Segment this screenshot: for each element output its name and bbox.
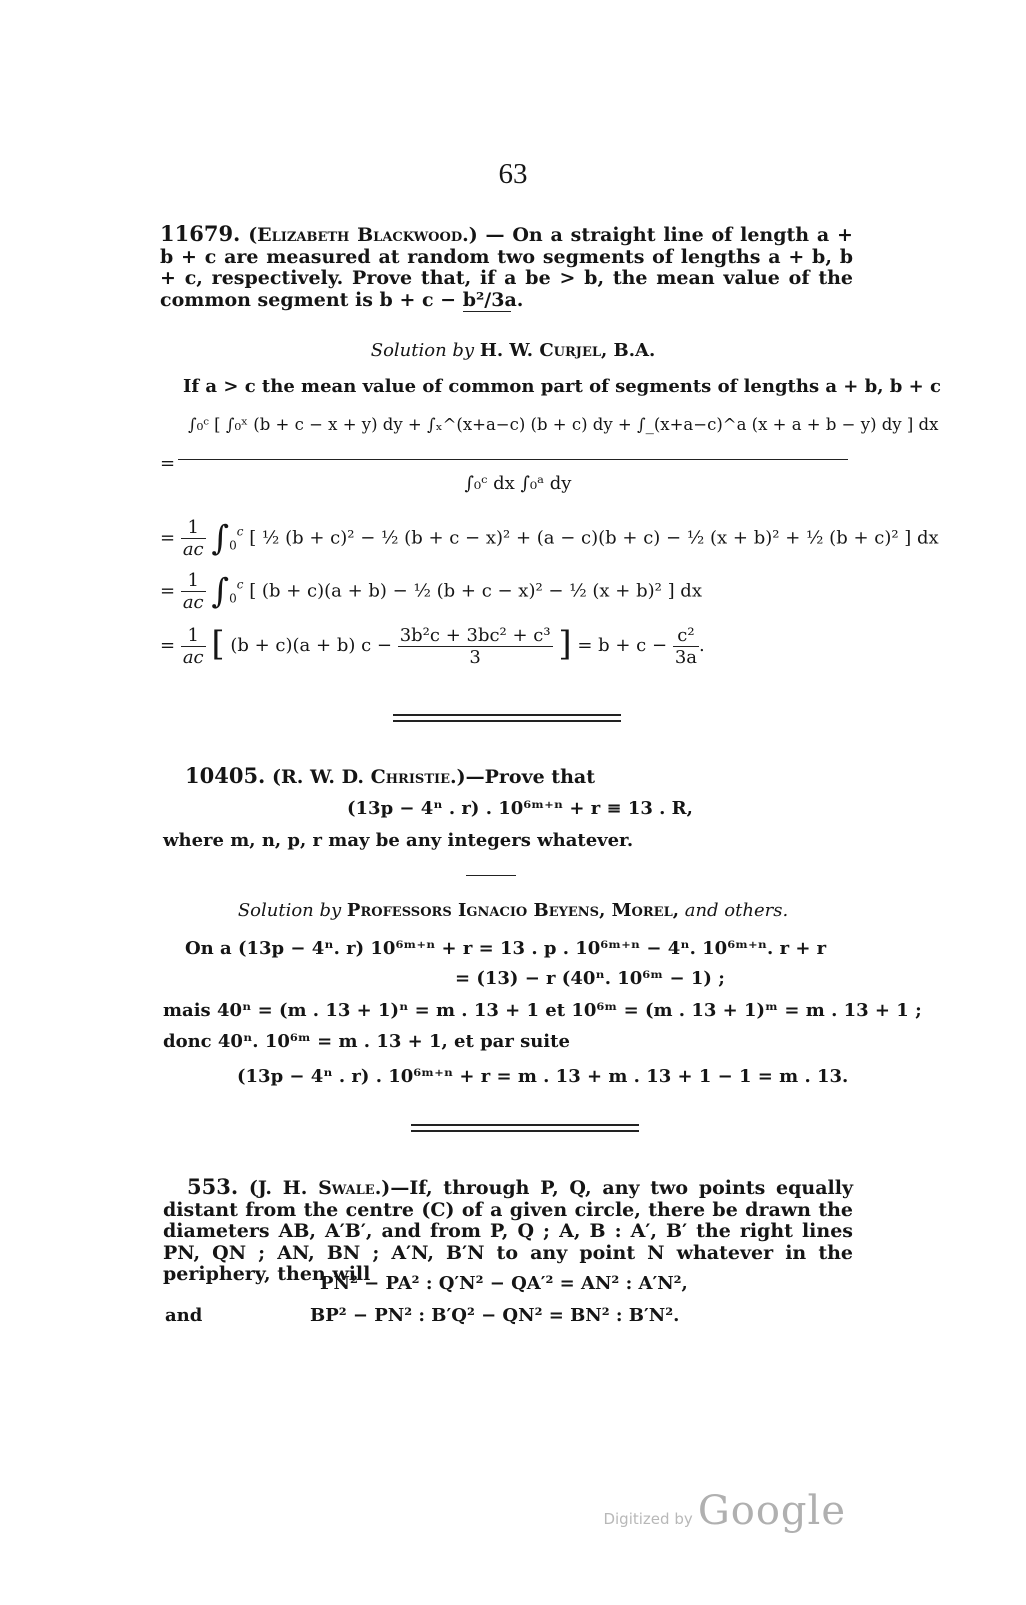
problem-prompt: —Prove that [465, 766, 595, 788]
problem-553 [163, 1176, 853, 1286]
solution-by-label: Solution by [370, 340, 475, 361]
page-number: 63 [498, 158, 528, 190]
equation-step-2: = $\frac{1}{ac}$ $\int_0^c$ [ ½ (b + c)² − ½ (b + c − x)² + (a − c)(b + c) − ½ (x + b)² + ½ (b + c)² ] dx [160, 517, 939, 560]
equation-step-2-body: [ ½ (b + c)² − ½ (b + c − x)² + (a − c)(b + c) − ½ (x + b)² + ½ (b + c)² ] dx [249, 527, 939, 549]
digitized-by-text: Digitized by [603, 1510, 693, 1528]
solution-line-5: (13p − 4ⁿ . r) . 10⁶ᵐ⁺ⁿ + r = m . 13 + m . 13 + 1 − 1 = m . 13. [237, 1066, 849, 1087]
problem-number: 11679. [160, 221, 241, 246]
problem-where: where m, n, p, r may be any integers whatever. [163, 830, 634, 851]
equation-step-3: = $\frac{1}{ac}$ $\int_0^c$ [ (b + c)(a + b) − ½ (b + c − x)² − ½ (x + b)² ] dx [160, 570, 702, 613]
equation-step-4: = $\frac{1}{ac}$ [ (b + c)(a + b) c − $\frac{\text{3b²c + 3bc² + c³}}{3}$ ] = b + c − $\frac{\text{c²}}{3a}$ . [160, 624, 705, 668]
problem-text: —If, through P, Q, any two points equally distant from the centre (C) of a given circle, there be drawn the diameters AB, A′B′, and from P, Q ; A, B : A′, B′ the right lines PN, QN ; AN, BN ; A′N, B′N to any point N whatever in the periphery, then will [163, 1177, 854, 1285]
google-watermark [603, 1488, 846, 1534]
divider-short [463, 311, 511, 312]
and-label: and [165, 1305, 203, 1326]
equation-numerator: ∫₀ᶜ [ ∫₀ˣ (b + c − x + y) dy + ∫ₓ^(x+a−c) (b + c) dy + ∫_(x+a−c)^a (x + a + b − y) dy ] dx [188, 415, 939, 434]
divider-short [466, 875, 516, 876]
problem-formula: (13p − 4ⁿ . r) . 10⁶ᵐ⁺ⁿ + r ≡ 13 . R, [347, 798, 693, 819]
fraction-bar [178, 459, 848, 460]
equation-step-4-lead: (b + c)(a + b) c − [230, 635, 392, 656]
section-divider [393, 720, 621, 722]
solution-line-4: donc 40ⁿ. 10⁶ᵐ = m . 13 + 1, et par suite [163, 1031, 570, 1052]
section-divider [393, 714, 621, 716]
problem-11679 [160, 223, 853, 311]
equation-a: PN² − PA² : Q′N² − QA′² = AN² : A′N², [320, 1273, 688, 1294]
problem-number: 10405. [185, 763, 266, 788]
solution-by-label: Solution by [237, 900, 342, 921]
section-divider [411, 1124, 639, 1126]
equation-step-3-body: [ (b + c)(a + b) − ½ (b + c − x)² − ½ (x + b)² ] dx [249, 580, 702, 602]
problem-author: (J. H. Swale.) [248, 1177, 391, 1199]
google-logo: Google [697, 1488, 846, 1534]
equation-b: BP² − PN² : B′Q² − QN² = BN² : B′N². [310, 1305, 680, 1326]
solver-name: H. W. Curjel, B.A. [479, 340, 656, 361]
problem-text: — On a straight line of length a + b + c are measured at random two segments of lengths a + b, b + c, respectively. Prove that, if a be > b, the mean value of the common segment is b + c − b²/3a. [160, 224, 853, 311]
problem-author: (R. W. D. Christie.) [272, 766, 466, 788]
solution-line-1: On a (13p − 4ⁿ. r) 10⁶ᵐ⁺ⁿ + r = 13 . p . 10⁶ᵐ⁺ⁿ − 4ⁿ. 10⁶ᵐ⁺ⁿ. r + r [185, 938, 827, 959]
problem-number: 553. [187, 1174, 239, 1199]
equation-denominator: ∫₀ᶜ dx ∫₀ᵃ dy [464, 473, 572, 494]
section-divider [411, 1130, 639, 1132]
solution-line-2: = (13) − r (40ⁿ. 10⁶ᵐ − 1) ; [455, 968, 725, 989]
problem-author: (Elizabeth Blackwood.) [248, 224, 478, 246]
problem-10405-header [185, 765, 805, 789]
solution-line-3: mais 40ⁿ = (m . 13 + 1)ⁿ = m . 13 + 1 et 10⁶ᵐ = (m . 13 + 1)ᵐ = m . 13 + 1 ; [163, 1000, 922, 1021]
solution-intro: If a > c the mean value of common part of segments of lengths a + b, b + c [183, 376, 941, 397]
solver-others: and others. [684, 900, 789, 921]
equation-step-4-result: = b + c − [577, 635, 668, 656]
solution-heading [0, 900, 1026, 921]
solver-names: Professors Ignacio Beyens, Morel, [346, 900, 679, 921]
solution-heading [0, 340, 1026, 361]
